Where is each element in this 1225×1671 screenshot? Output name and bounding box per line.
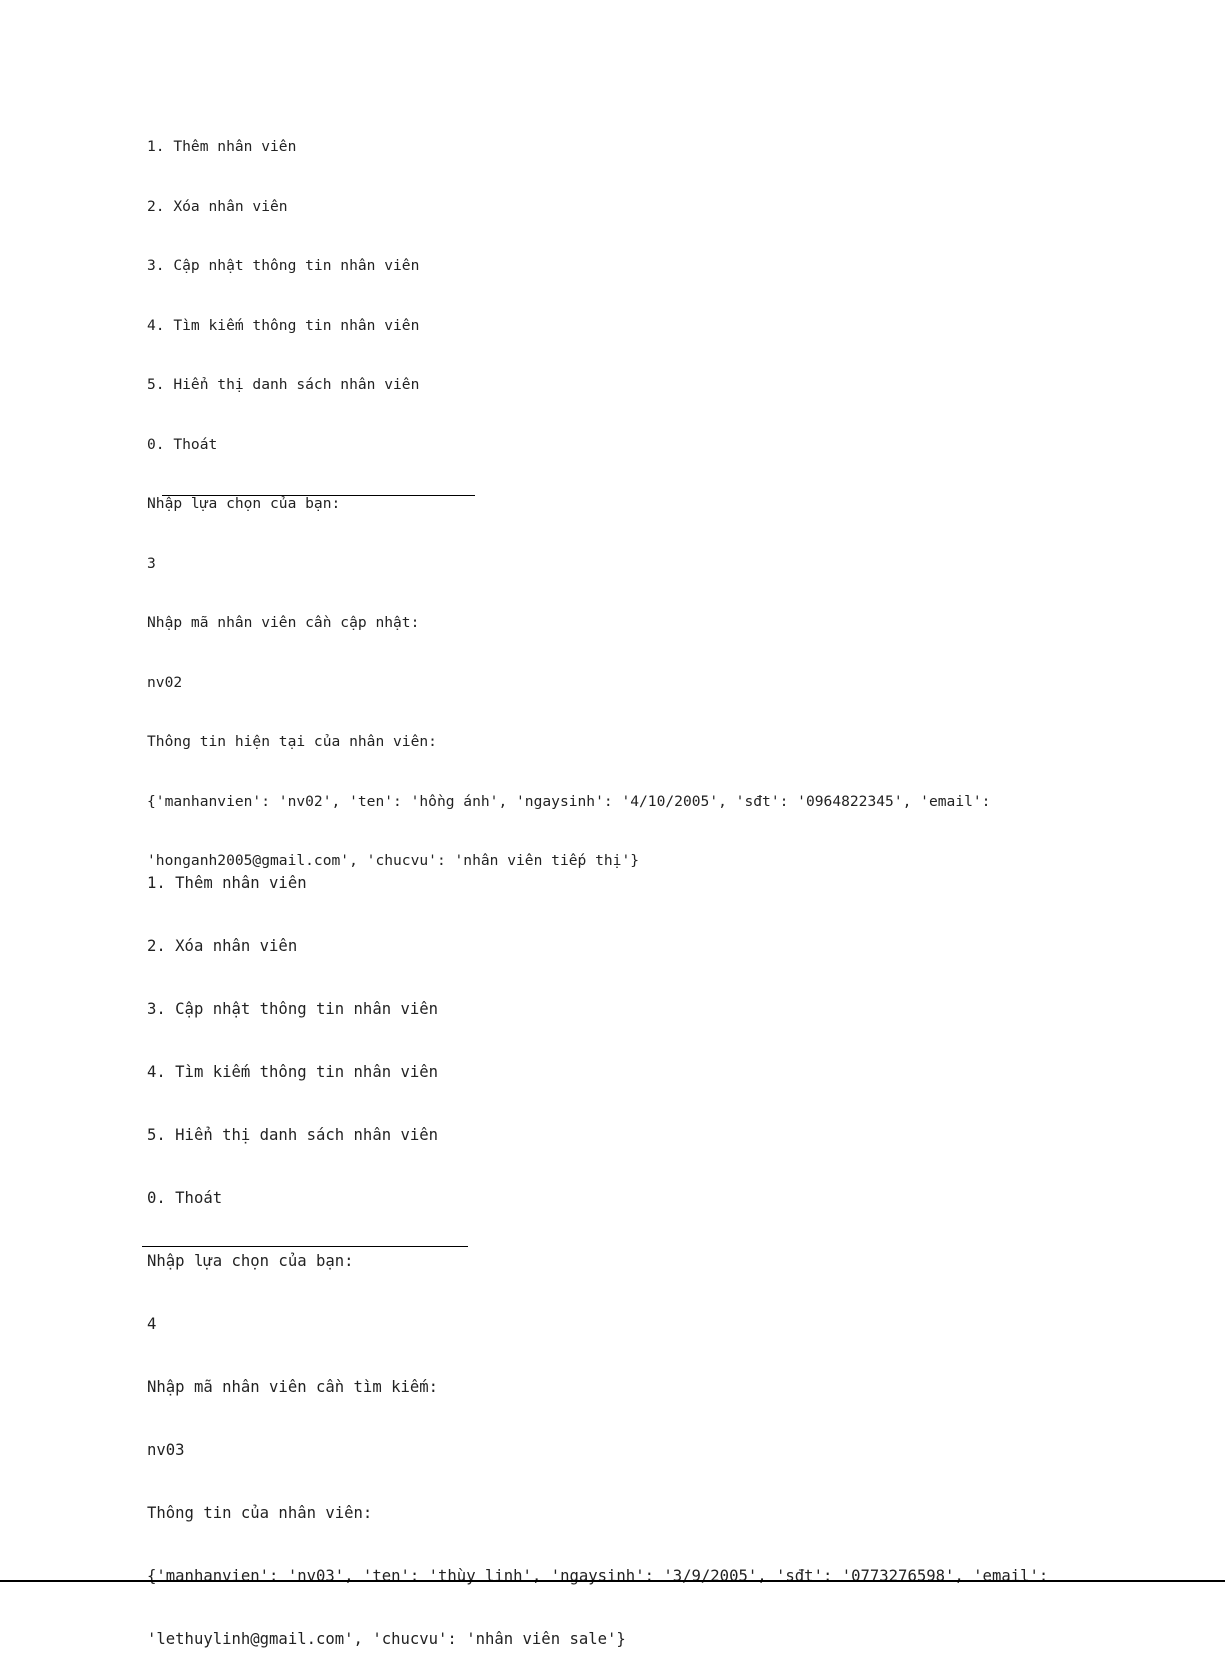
choice-input: 3 — [147, 554, 156, 572]
page-bottom-border — [0, 1580, 1225, 1582]
menu-option-delete: 2. Xóa nhân viên — [147, 937, 298, 955]
result-record-line-2: 'honganh2005@gmail.com', 'chucvu': 'nhân viên tiếp thị'} — [147, 852, 640, 869]
menu-option-add: 1. Thêm nhân viên — [147, 874, 307, 892]
result-record-line-2: 'lethuylinh@gmail.com', 'chucvu': 'nhân viên sale'} — [147, 1630, 626, 1648]
choice-prompt: Nhập lựa chọn của bạn: — [147, 1252, 354, 1270]
employee-id-prompt: Nhập mã nhân viên cần cập nhật: — [147, 614, 420, 631]
menu-option-add: 1. Thêm nhân viên — [147, 138, 297, 155]
menu-option-search: 4. Tìm kiếm thông tin nhân viên — [147, 316, 420, 334]
employee-id-prompt: Nhập mã nhân viên cần tìm kiếm: — [147, 1378, 439, 1396]
menu-option-list: 5. Hiển thị danh sách nhân viên — [147, 1126, 439, 1144]
menu-option-list: 5. Hiển thị danh sách nhân viên — [147, 376, 420, 393]
result-record-line-1: {'manhanvien': 'nv03', 'ten': 'thùy linh', 'ngaysinh': '3/9/2005', 'sđt': '0773276598', 'email': — [147, 1567, 1049, 1585]
menu-option-exit: 0. Thoát — [147, 1189, 223, 1207]
choice-input: 4 — [147, 1315, 157, 1333]
console-output-search — [147, 834, 1048, 1671]
menu-option-search: 4. Tìm kiếm thông tin nhân viên — [147, 1063, 439, 1081]
employee-id-input: nv03 — [147, 1441, 185, 1459]
divider-line — [162, 495, 475, 496]
menu-option-delete: 2. Xóa nhân viên — [147, 197, 288, 215]
menu-option-update: 3. Cập nhật thông tin nhân viên — [147, 257, 420, 274]
menu-option-update: 3. Cập nhật thông tin nhân viên — [147, 1000, 439, 1018]
choice-prompt: Nhập lựa chọn của bạn: — [147, 495, 341, 512]
divider-line — [142, 1246, 468, 1247]
result-record-line-1: {'manhanvien': 'nv02', 'ten': 'hồng ánh', 'ngaysinh': '4/10/2005', 'sđt': '0964822345', 'email': — [147, 792, 991, 810]
result-heading: Thông tin hiện tại của nhân viên: — [147, 733, 437, 750]
result-heading: Thông tin của nhân viên: — [147, 1504, 373, 1522]
menu-option-exit: 0. Thoát — [147, 435, 218, 453]
employee-id-input: nv02 — [147, 673, 183, 691]
